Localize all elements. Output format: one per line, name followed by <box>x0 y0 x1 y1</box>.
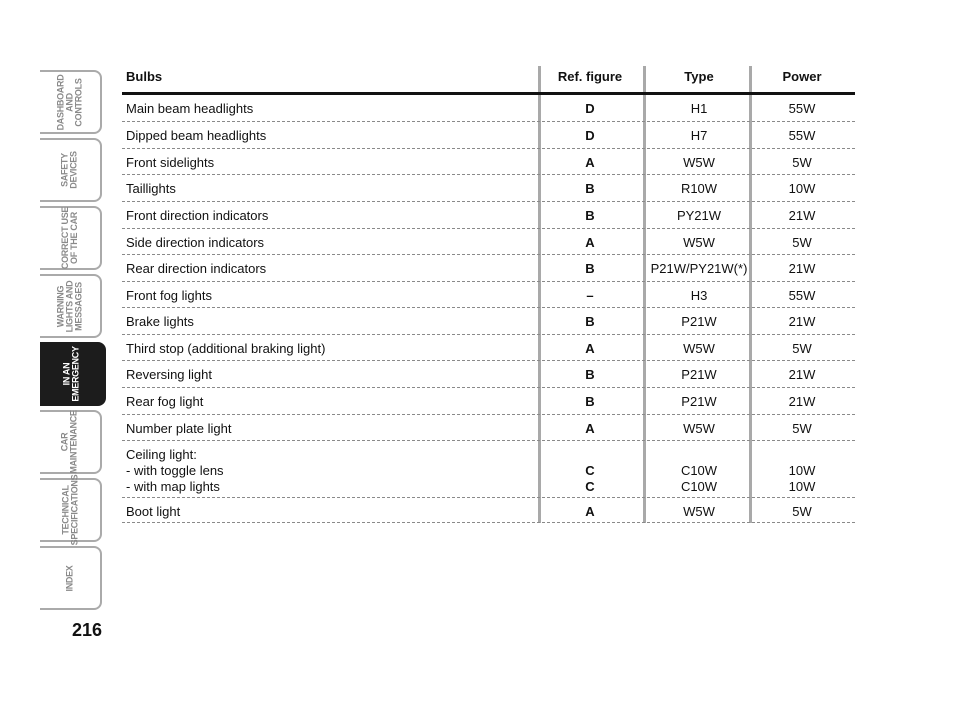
table-row <box>122 361 855 388</box>
bulb-type: W5W <box>683 421 715 436</box>
ref-figure: A <box>585 341 595 356</box>
bulb-type: P21W <box>681 394 717 409</box>
ref-figure: C C <box>585 463 595 494</box>
ref-figure: B <box>585 261 595 276</box>
ref-figure: D <box>585 128 595 143</box>
tab-car-maintenance[interactable] <box>40 410 102 474</box>
table-row <box>122 335 855 361</box>
bulb-type: H7 <box>690 128 708 143</box>
table-row <box>122 441 855 498</box>
ref-figure: B <box>585 181 595 196</box>
bulb-type: P21W <box>681 314 717 329</box>
bulb-power: 21W <box>788 208 816 223</box>
tab-label: TECHNICAL SPECIFICATIONS <box>60 474 80 546</box>
ref-figure: B <box>585 394 595 409</box>
bulb-type: H1 <box>690 101 708 116</box>
tab-label: IN AN EMERGENCY <box>62 346 81 402</box>
tab-safety-devices[interactable] <box>40 138 102 202</box>
tab-correct-use[interactable] <box>40 206 102 270</box>
bulb-power: 21W <box>788 261 816 276</box>
table-header <box>122 66 855 95</box>
bulb-type: H3 <box>690 288 708 303</box>
bulb-power: 55W <box>788 128 816 143</box>
bulb-type: R10W <box>680 181 718 196</box>
tab-index[interactable] <box>40 546 102 610</box>
bulb-name: Front direction indicators <box>126 208 269 223</box>
tab-label: WARNING LIGHTS AND MESSAGES <box>55 280 84 332</box>
table-row <box>122 95 855 122</box>
tab-label: SAFETY DEVICES <box>59 151 79 189</box>
tab-dashboard-and-controls[interactable] <box>40 70 102 134</box>
bulb-power: 21W <box>788 394 816 409</box>
tab-label: CORRECT USE OF THE CAR <box>60 206 79 270</box>
header-bulbs: Bulbs <box>126 69 163 84</box>
bulb-type: PY21W <box>676 208 722 223</box>
table-row <box>122 122 855 149</box>
ref-figure: A <box>585 504 595 519</box>
bulb-power: 55W <box>788 288 816 303</box>
bulb-type: W5W <box>683 504 715 519</box>
table-row <box>122 202 855 229</box>
ref-figure: B <box>585 367 595 382</box>
bulb-type: P21W <box>681 367 717 382</box>
bulb-type: W5W <box>683 155 715 170</box>
bulb-name: Number plate light <box>126 421 232 436</box>
ref-figure: A <box>585 235 595 250</box>
bulb-power: 21W <box>788 314 816 329</box>
bulb-name: Rear fog light <box>126 394 204 409</box>
bulb-name: Side direction indicators <box>126 235 265 250</box>
bulb-power: 55W <box>788 101 816 116</box>
table-row <box>122 255 855 282</box>
bulb-type: P21W/PY21W(*) <box>650 261 748 276</box>
bulb-name: Boot light <box>126 504 181 519</box>
bulb-name: Dipped beam headlights <box>126 128 267 143</box>
bulb-name: Ceiling light: - with toggle lens - with map lights <box>126 447 224 494</box>
tab-in-an-emergency[interactable] <box>40 342 106 406</box>
table-row <box>122 308 855 335</box>
ref-figure: B <box>585 314 595 329</box>
bulb-type: W5W <box>683 235 715 250</box>
bulb-power: 10W <box>788 181 816 196</box>
bulb-name: Third stop (additional braking light) <box>126 341 326 356</box>
bulb-type: C10W C10W <box>680 463 718 494</box>
bulb-power: 5W <box>792 341 812 356</box>
bulb-name: Main beam headlights <box>126 101 254 116</box>
tab-label: INDEX <box>64 564 75 592</box>
bulb-power: 5W <box>792 235 812 250</box>
page-number: 216 <box>72 620 103 640</box>
ref-figure: B <box>585 208 595 223</box>
table-row <box>122 282 855 308</box>
tab-label: DASHBOARD AND CONTROLS <box>55 74 84 130</box>
table-row <box>122 498 855 523</box>
bulb-power: 10W 10W <box>788 463 816 494</box>
ref-figure: A <box>585 421 595 436</box>
header-ref-figure: Ref. figure <box>557 69 623 84</box>
table-row <box>122 149 855 175</box>
ref-figure: A <box>585 155 595 170</box>
bulb-name: Rear direction indicators <box>126 261 267 276</box>
bulb-name: Brake lights <box>126 314 194 329</box>
bulb-name: Taillights <box>126 181 176 196</box>
tab-technical-specifications[interactable] <box>40 474 102 546</box>
table-row <box>122 388 855 415</box>
bulb-power: 5W <box>792 504 812 519</box>
bulb-type: W5W <box>683 341 715 356</box>
table-row <box>122 229 855 255</box>
tab-warning-lights[interactable] <box>40 274 102 338</box>
bulb-power: 5W <box>792 155 812 170</box>
tab-label: CAR MAINTENANCE <box>60 410 80 474</box>
bulb-name: Front sidelights <box>126 155 215 170</box>
bulb-name: Reversing light <box>126 367 212 382</box>
header-type: Type <box>684 69 714 84</box>
bulb-power: 5W <box>792 421 812 436</box>
header-power: Power <box>782 69 822 84</box>
bulb-power: 21W <box>788 367 816 382</box>
table-row <box>122 175 855 202</box>
table-row <box>122 415 855 441</box>
ref-figure: – <box>586 288 594 303</box>
ref-figure: D <box>585 101 595 116</box>
bulb-name: Front fog lights <box>126 288 212 303</box>
